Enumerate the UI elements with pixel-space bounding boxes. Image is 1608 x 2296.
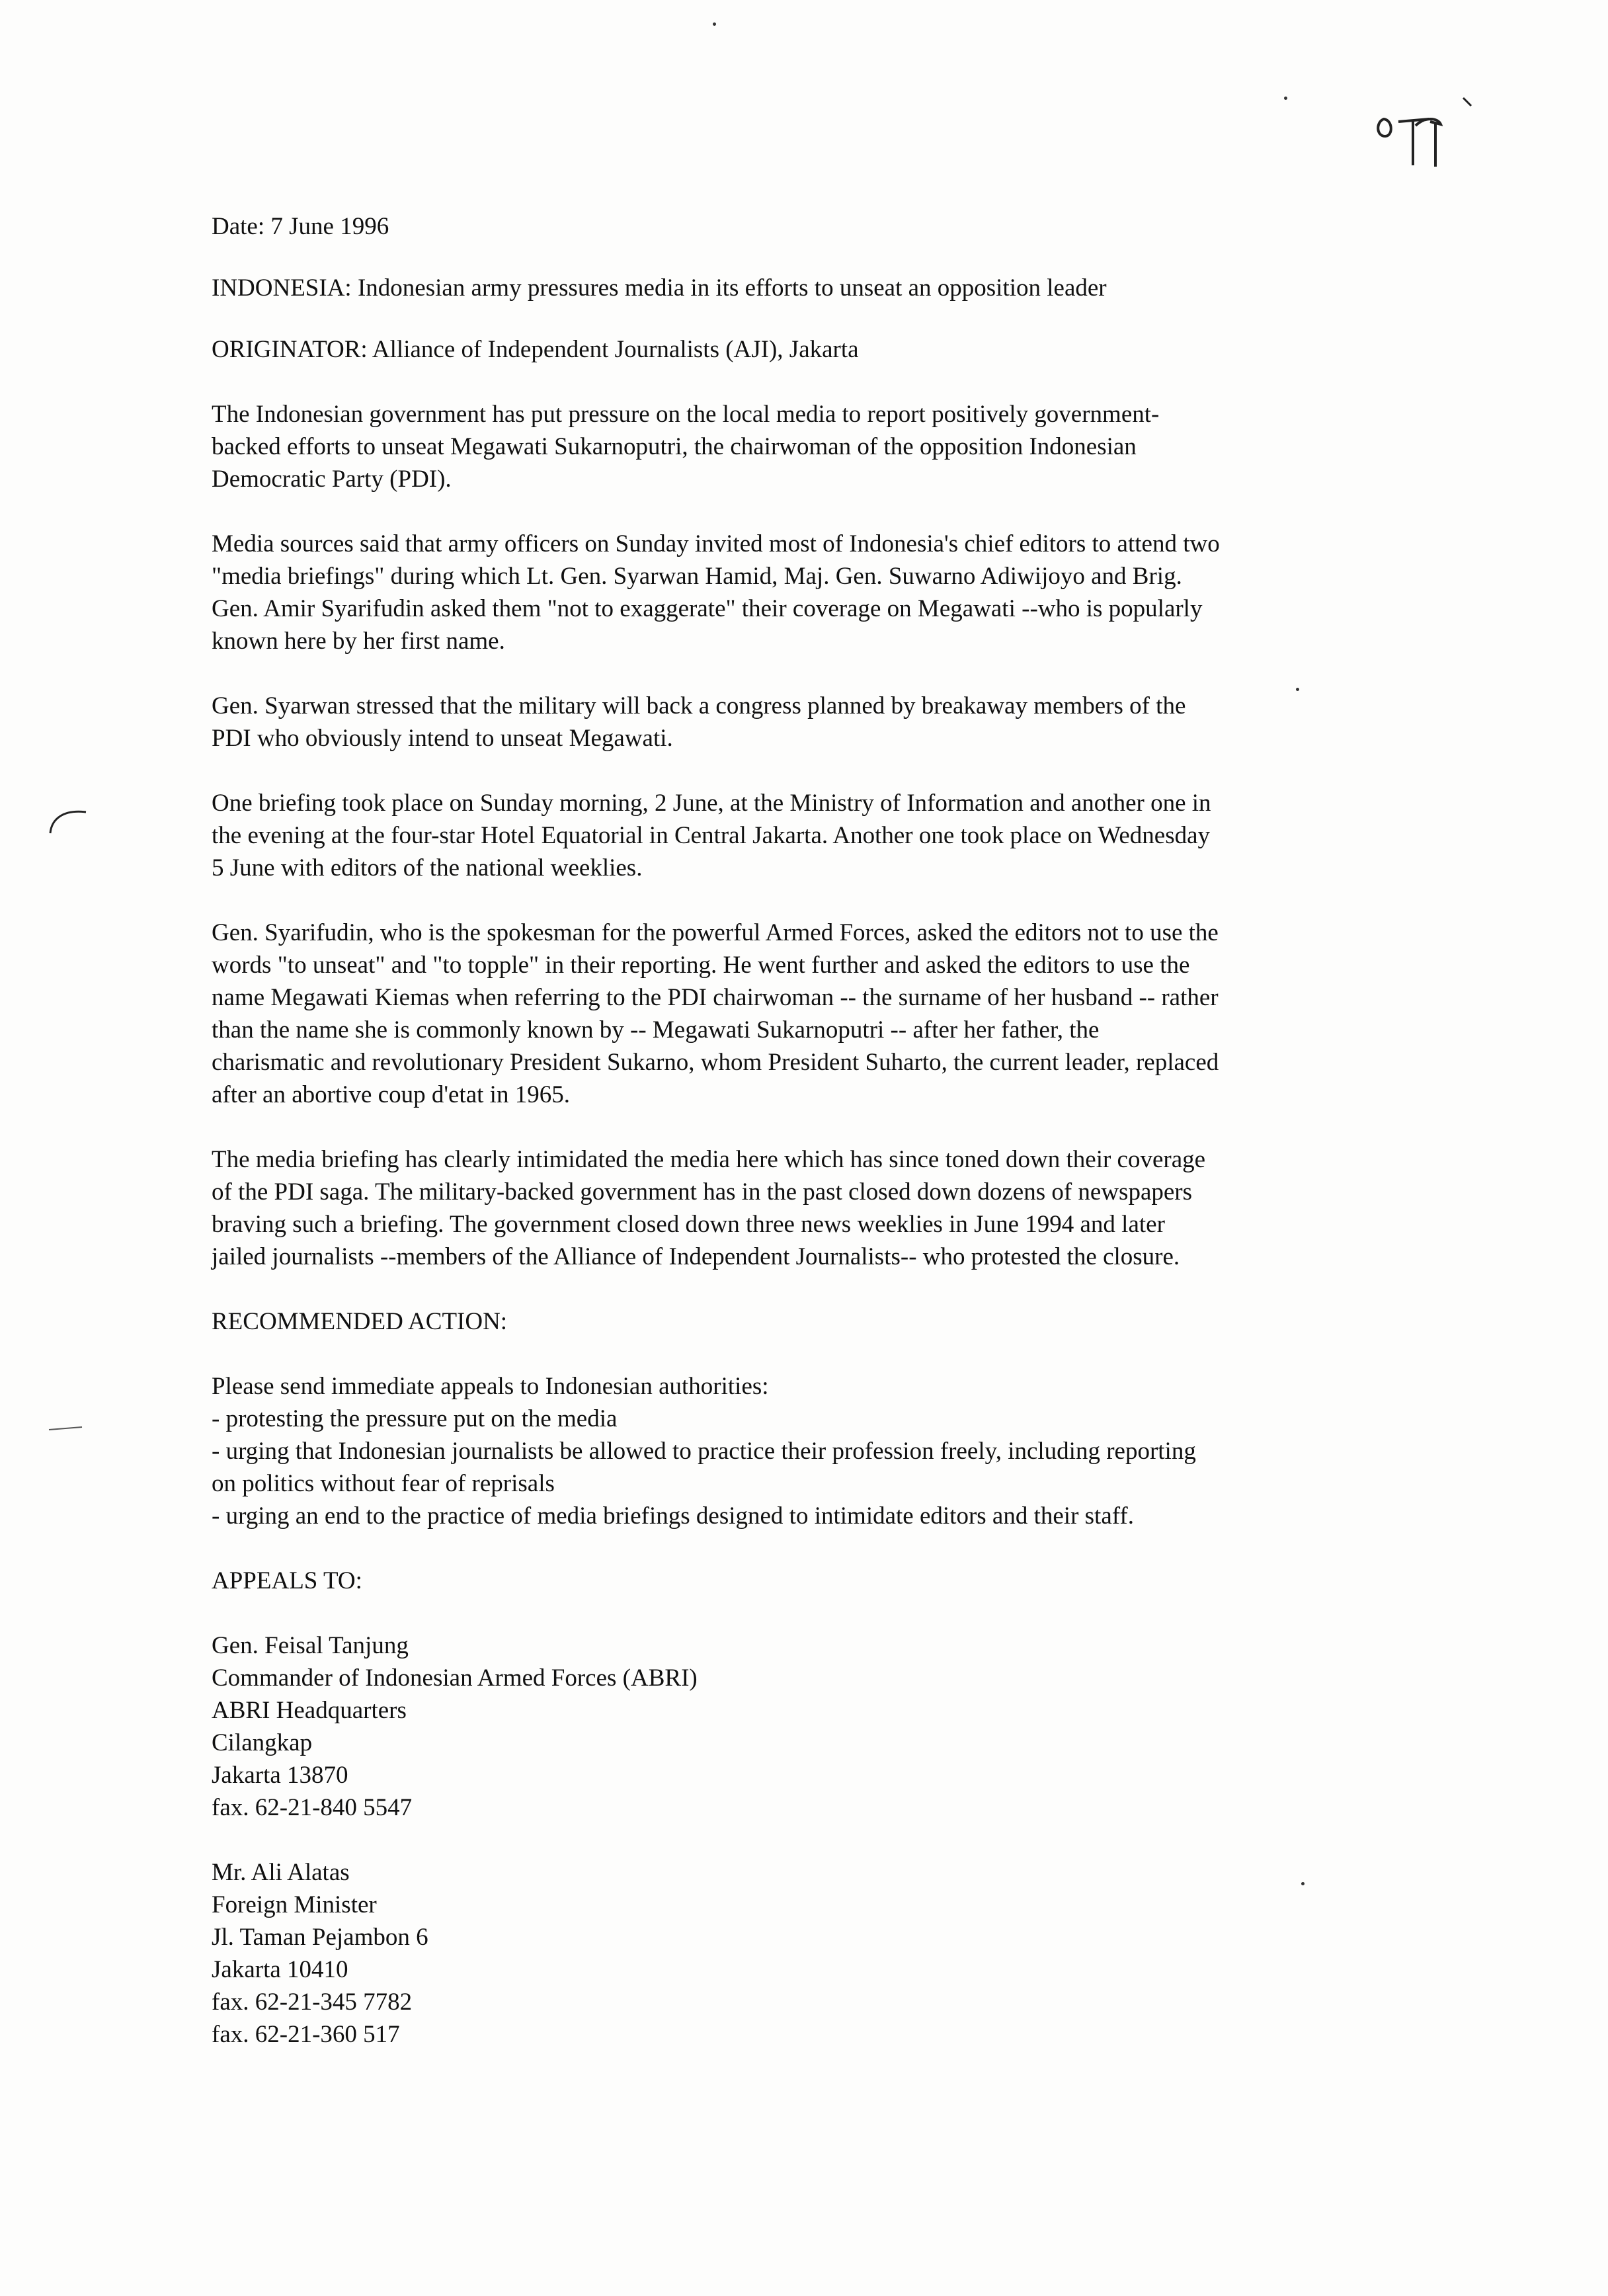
margin-mark <box>46 1422 86 1435</box>
paragraph-line: Gen. Amir Syarifudin asked them "not to exaggerate" their coverage on Megawati --who is popularly <box>212 595 1203 622</box>
address-line: Jakarta 13870 <box>212 1762 348 1789</box>
originator-line: ORIGINATOR: Alliance of Independent Journalists (AJI), Jakarta <box>212 336 859 363</box>
address-line: Commander of Indonesian Armed Forces (ABRI) <box>212 1664 698 1692</box>
paragraph-line: than the name she is commonly known by -- Megawati Sukarnoputri -- after her father, the <box>212 1016 1100 1044</box>
paragraph-line: name Megawati Kiemas when referring to the PDI chairwoman -- the surname of her husband -- rather <box>212 984 1219 1011</box>
scan-speck <box>1284 97 1287 100</box>
headline: INDONESIA: Indonesian army pressures media in its efforts to unseat an opposition leader <box>212 274 1107 302</box>
recommended-action-heading: RECOMMENDED ACTION: <box>212 1308 508 1335</box>
action-intro: Please send immediate appeals to Indonesian authorities: <box>212 1373 769 1400</box>
handwritten-page-number <box>1372 93 1478 172</box>
scan-speck <box>713 22 716 26</box>
paragraph-1 <box>212 398 1349 495</box>
address-line: Jl. Taman Pejambon 6 <box>212 1924 428 1951</box>
paragraph-line: "media briefings" during which Lt. Gen. Syarwan Hamid, Maj. Gen. Suwarno Adiwijoyo and Brig. <box>212 563 1182 590</box>
paragraph-6 <box>212 1143 1349 1273</box>
paragraph-line: Democratic Party (PDI). <box>212 466 452 493</box>
paragraph-line: 5 June with editors of the national weeklies. <box>212 854 643 882</box>
recipient-address-1 <box>212 1629 1349 1824</box>
paragraph-line: known here by her first name. <box>212 628 505 655</box>
address-line: Mr. Ali Alatas <box>212 1859 350 1886</box>
paragraph-line: charismatic and revolutionary President Sukarno, whom President Suharto, the current leader, replaced <box>212 1049 1219 1076</box>
action-item: - urging that Indonesian journalists be allowed to practice their profession freely, including reporting <box>212 1438 1196 1465</box>
address-line: Gen. Feisal Tanjung <box>212 1632 409 1659</box>
appeals-heading: APPEALS TO: <box>212 1567 362 1594</box>
paragraph-line: jailed journalists --members of the Alliance of Independent Journalists-- who protested the closure. <box>212 1243 1180 1270</box>
address-line: ABRI Headquarters <box>212 1697 407 1724</box>
paragraph-line: after an abortive coup d'etat in 1965. <box>212 1081 570 1108</box>
paragraph-4 <box>212 787 1349 884</box>
paragraph-line: Gen. Syarifudin, who is the spokesman for the powerful Armed Forces, asked the editors not to use the <box>212 919 1219 946</box>
fax-line: fax. 62-21-840 5547 <box>212 1794 413 1821</box>
address-line: Foreign Minister <box>212 1891 377 1918</box>
action-list <box>212 1370 1349 1532</box>
action-item: - urging an end to the practice of media briefings designed to intimidate editors and their staff. <box>212 1502 1134 1530</box>
paragraph-line: The media briefing has clearly intimidated the media here which has since toned down their coverage <box>212 1146 1206 1173</box>
fax-line: fax. 62-21-360 517 <box>212 2021 400 2048</box>
address-line: Jakarta 10410 <box>212 1956 348 1983</box>
recipient-address-2 <box>212 1856 1349 2051</box>
paragraph-line: of the PDI saga. The military-backed government has in the past closed down dozens of newspapers <box>212 1178 1193 1206</box>
paragraph-line: One briefing took place on Sunday morning, 2 June, at the Ministry of Information and another one in <box>212 790 1211 817</box>
paragraph-5 <box>212 917 1349 1111</box>
paragraph-line: Media sources said that army officers on Sunday invited most of Indonesia's chief editors to attend two <box>212 530 1220 557</box>
action-item: on politics without fear of reprisals <box>212 1470 555 1497</box>
paragraph-line: the evening at the four-star Hotel Equatorial in Central Jakarta. Another one took place on Wednesday <box>212 822 1211 849</box>
margin-mark <box>45 800 91 840</box>
paragraph-line: PDI who obviously intend to unseat Megawati. <box>212 725 673 752</box>
fax-line: fax. 62-21-345 7782 <box>212 1988 413 2016</box>
paragraph-line: braving such a briefing. The government closed down three news weeklies in June 1994 and later <box>212 1211 1165 1238</box>
date-line: Date: 7 June 1996 <box>212 213 389 240</box>
paragraph-line: The Indonesian government has put pressure on the local media to report positively government- <box>212 401 1160 428</box>
paragraph-line: words "to unseat" and "to topple" in their reporting. He went further and asked the editors to use the <box>212 952 1190 979</box>
letter-body <box>212 210 1349 2051</box>
action-item: - protesting the pressure put on the media <box>212 1405 618 1432</box>
address-line: Cilangkap <box>212 1729 313 1756</box>
paragraph-line: Gen. Syarwan stressed that the military will back a congress planned by breakaway members of the <box>212 692 1186 719</box>
paragraph-2 <box>212 528 1349 657</box>
paragraph-line: backed efforts to unseat Megawati Sukarnoputri, the chairwoman of the opposition Indonesian <box>212 433 1137 460</box>
paragraph-3 <box>212 690 1349 755</box>
